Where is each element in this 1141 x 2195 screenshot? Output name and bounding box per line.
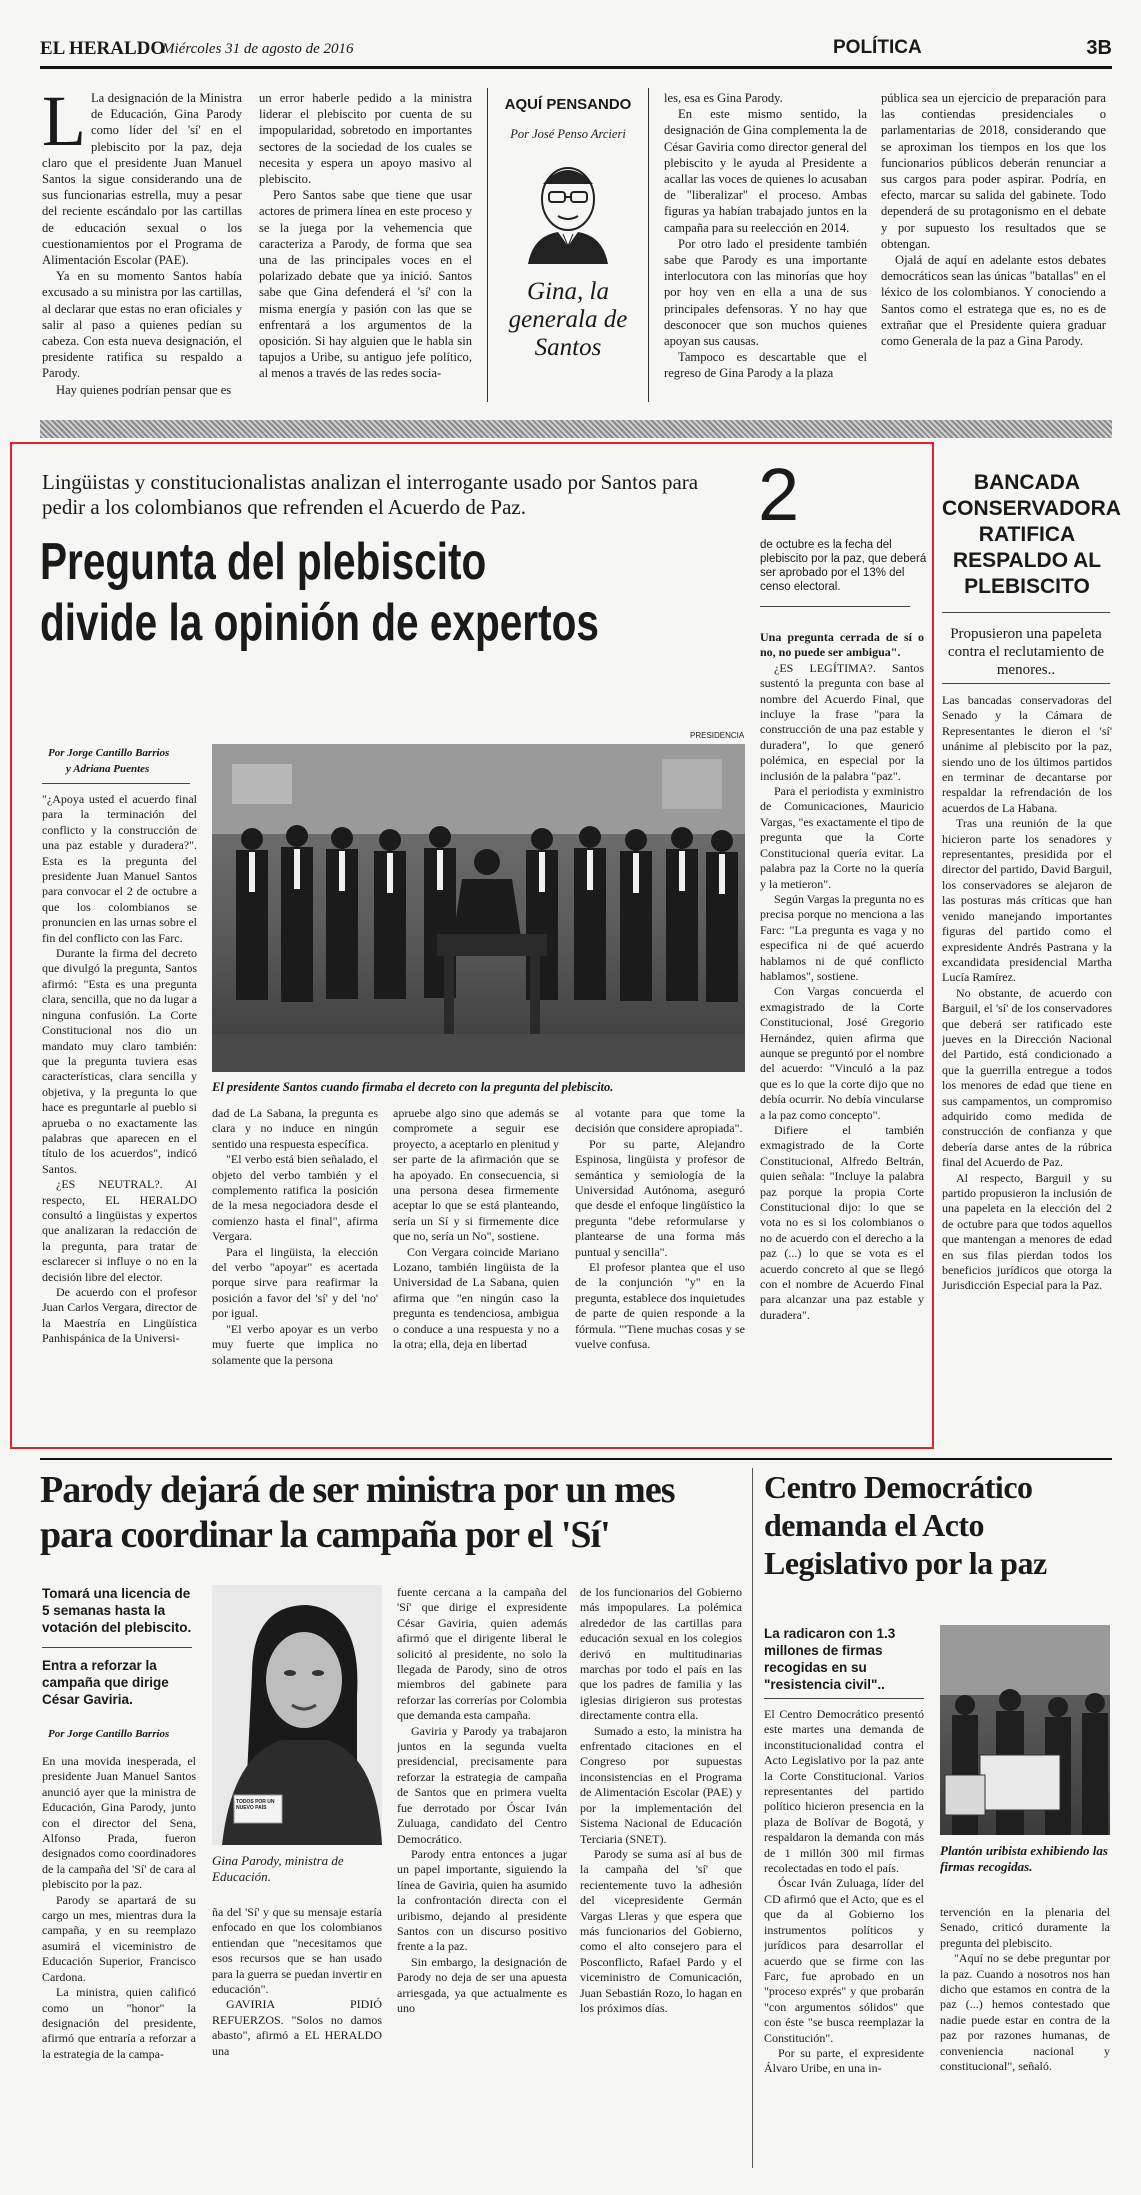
main-right-p1: Una pregunta cerrada de sí o no, no puede ser ambigua".: [760, 630, 924, 660]
issue-date: Miércoles 31 de agosto de 2016: [162, 41, 354, 57]
cd-photo-crowd: [940, 1625, 1110, 1835]
main-b4-p2: Por su parte, Alejandro Espinosa, lingüista y profesor de semántica y semiología de la Universidad Autónoma, aseguró que desde el enfoque lingüístico la pregunta "debe reformularse y plantearse de una forma más puntual y sencilla".: [575, 1136, 745, 1259]
main-col-b2: [212, 1106, 378, 1426]
sidebar-p4: Al respecto, Barguil y su partido propusieron la inclusión de una papeleta en la elección del 2 de octubre para que todos aquellos que mantengan a menores de edad en sus filas pierdan todos los beneficios jurídicos que otorga la Jurisdicción Especial para la Paz.: [942, 1170, 1112, 1293]
photo-sign-text: TODOS POR UN NUEVO PAÍS: [236, 1799, 275, 1811]
sidebar-p3: No obstante, de acuerdo con Barguil, el 'sí' de los conservadores que deberá ser ratificado este jueves en la Dirección Nacional del Partido, está condicionado a que la guerrilla entregue a todos los menores de edad que tiene en sus campamentos, un compromiso adquirido como medida de construcción de confianza y que debería darse antes de la rúbrica final del Acuerdo de Paz.: [942, 985, 1112, 1170]
main-b3-p2: Con Vergara coincide Mariano Lozano, también lingüista de la Universidad de La Sabana, quien afirma que "en ningún caso la pregunta es tendenciosa, ambigua o conduce a una respuesta y no a la otra; ella, deja en libertad: [393, 1244, 559, 1352]
top-col-4: [664, 90, 867, 405]
top-col-4-p3: Por otro lado el presidente también sabe que Parody es una importante interlocutora con las minorías que hoy por hoy ven en ella a una de sus principales defensoras. Y no hay que desconocer que son muchos quienes apoyan sus causas.: [664, 236, 867, 349]
sidebar-headline: BANCADA CONSERVADORA RATIFICA RESPALDO AL PLEBISCITO: [942, 471, 1121, 598]
columnist-caricature: [513, 154, 623, 264]
drop-cap: L: [42, 90, 86, 161]
column-title: Gina, la generala de Santos: [508, 278, 628, 361]
opinion-column-box: [487, 88, 649, 402]
cd-photo-caption: Plantón uribista exhibiendo las firmas recogidas.: [940, 1843, 1108, 1874]
main-right-p4: Según Vargas la pregunta no es precisa porque no menciona a las Farc: "La pregunta es vaga y no especifica ni de qué acuerdo hablamos ni de qué conflicto hablamos", sostiene.: [760, 891, 924, 983]
top-col-2-p1: un error haberle pedido a la ministra liderar el plebiscito por cuenta de su impopularidad, sobretodo en importantes sectores de la sociedad de los cuales se necesita y espera un apoyo masivo al plebiscito.: [259, 91, 472, 187]
parody-col1-p1: En una movida inesperada, el presidente Juan Manuel Santos anunció ayer que la ministra de Educación, Gina Parody, junto con el director del Sena, Alfonso Prada, fueron designados como coordinadores de la campaña del 'Sí' de cara al plebiscito por la paz.: [42, 1754, 196, 1892]
sidebar-rule-2: [942, 683, 1110, 684]
parody-col-2: [212, 1905, 382, 2177]
stat-number: 2: [758, 453, 800, 536]
sidebar-body: [942, 693, 1112, 1433]
parody-photo-caption: Gina Parody, ministra de Educación.: [212, 1853, 344, 1884]
sidebar-rule-1: [942, 612, 1110, 613]
hatched-divider: [40, 420, 1112, 438]
parody-col3-p2: Gaviria y Parody ya trabajaron juntos en la segunda vuelta presidencial, precisamente para reforzar la estrategia de campaña de Santos que en primera vuelta fue derrotado por Óscar Iván Zuluaga, candidato del Centro Democrático.: [397, 1723, 567, 1846]
parody-deck-rule: [42, 1647, 192, 1648]
top-col-2-p2: Pero Santos sabe que tiene que usar actores de primera línea en este proceso y se la juega por la vehemencia que caracteriza a Parody, de forma que sea una de las principales voces en el polarizado debate que ya inició. Santos sabe que Gina defenderá el 'sí' con la misma energía y pasión con las que se enfrentará a los argumentos de la oposición. Si hay alguien que le habla sin tapujos a Uribe, su antiguo jefe político, al menos a través de las redes socia-: [259, 188, 472, 381]
main-b4-p1: al votante para que tome la decisión que considere apropiada".: [575, 1106, 745, 1136]
top-col-2: [259, 90, 472, 405]
main-headline-line-2: divide la opinión de expertos: [40, 594, 599, 652]
cd-deck-rule: [764, 1698, 924, 1699]
main-b2-p1: dad de La Sabana, la pregunta es clara y no induce en ningún sentido una respuesta específica.: [212, 1106, 378, 1151]
parody-col2-p2: GAVIRIA PIDIÓ REFUERZOS. "Solos no damos abasto", afirmó a EL HERALDO una: [212, 1997, 382, 2058]
main-b2-p4: "El verbo apoyar es un verbo muy fuerte que implica no solamente que la persona: [212, 1321, 378, 1367]
parody-col3-p4: Sin embargo, la designación de Parody no deja de ser una apuesta arriesgada, ya que actualmente es uno: [397, 1954, 567, 2015]
top-col-1: [42, 90, 242, 405]
cd-photo: [940, 1625, 1110, 1835]
main-right-p5: Con Vargas concuerda el exmagistrado de la Corte Constitucional, José Gregorio Hernández, quien afirma que aunque se preguntó por el nombre del acuerdo: "Vinculó a la paz que es lo que la corte dijo que no debía ocurrir. No debía vincularse a la paz como concepto".: [760, 984, 924, 1122]
photo-credit: PRESIDENCIA: [690, 731, 745, 740]
byline-rule: [42, 783, 190, 784]
top-col-4-p1: les, esa es Gina Parody.: [664, 91, 783, 105]
main-byline-2: y Adriana Puentes: [66, 763, 150, 775]
cd-col1-p3: Por su parte, el expresidente Álvaro Uribe, en una in-: [764, 2045, 924, 2076]
parody-col1-p2: Parody se apartará de su cargo un mes, mientras dura la campaña, y en su reemplazo asumirá el viceministro de Educación Superior, Francisco Cardona.: [42, 1892, 196, 1984]
top-col-4-p2: En este mismo sentido, la designación de Gina complementa la de César Gaviria como director general del plebiscito y le ayuda al Presidente a acallar las voces de quienes lo acusaban de "liberalizar" el proceso. Ambas figuras ya habían trabajado juntos en la campaña para su reelección en 2014.: [664, 107, 867, 235]
page-number: 3B: [1086, 37, 1112, 59]
stat-rule: [760, 606, 910, 607]
main-b4-p3: El profesor plantea que el uso de la conjunción "y" en la pregunta, establece dos inquietudes de parte de quien responde a la fórmula. "'Tiene muchas cosas y se vuelve confusa.: [575, 1260, 745, 1352]
parody-col1-p3: La ministra, quien calificó como un "honor" la designación del presidente, afirmó que entraría a reforzar a la estrategia de la campa-: [42, 1985, 196, 2061]
parody-col3-p1: fuente cercana a la campaña del 'Sí' que dirige el expresidente César Gaviria, quien además afirmó que el dirigente liberal le solicitó al presidente, no solo la llegada de Parody, sino de otros miembros del gabinete para reforzar las correrías por Colombia que demanda esta campaña.: [397, 1585, 567, 1723]
main-kicker: Lingüistas y constitucionalistas analizan el interrogante usado por Santos para pedir a los colombianos que refrenden el Acuerdo de Paz.: [42, 470, 699, 519]
cd-col1-p2: Óscar Iván Zuluaga, líder del CD afirmó que el Acto, que es el que da al Gobierno los instrumentos políticos y jurídicos para desarrollar el acuerdo que se firme con las Farc, fue aprobado en un "proceso exprés" y que probarán "con argumentos sólidos" que con éste "se busca reemplazar la Constitución".: [764, 1876, 924, 2045]
main-b2-p3: Para el lingüista, la elección del verbo "apoyar" es acertada porque sirve para reafirmar la posición a favor del 'sí' y del 'no' por igual.: [212, 1244, 378, 1321]
parody-deck-2: Entra a reforzar la campaña que dirige César Gaviria.: [42, 1658, 169, 1707]
cd-col-1: [764, 1707, 924, 2178]
main-col-left: [42, 792, 197, 1432]
main-photo: [212, 744, 745, 1072]
main-b3-p1: apruebe algo sino que además se compromete a seguir ese proyecto, a aceptarlo en plenitud y ser parte de la afirmación que se ha apoyado. En consecuencia, si una persona desea firmemente aceptar lo que se está planteando, sería un Sí y si firmemente dice que no, sería un No", sostiene.: [393, 1106, 559, 1244]
section-rule: [40, 1458, 1112, 1460]
paper-name: EL HERALDO: [40, 38, 166, 59]
main-left-p4: De acuerdo con el profesor Juan Carlos Vergara, director de la Maestría en Lingüística Panhispánica de la Universi-: [42, 1285, 197, 1346]
masthead: [40, 34, 1112, 64]
stat-text: de octubre es la fecha del plebiscito por la paz, que deberá ser aprobado por el 13% del censo electoral.: [760, 539, 927, 593]
parody-col4-p1: de los funcionarios del Gobierno más impopulares. La polémica alrededor de las cartillas para educación sexual en los colegios derivó en multitudinarias marchas por todo el país en las que los padres de familia y las iglesias dirigieron sus protestas directamente contra ella.: [580, 1585, 742, 1723]
main-headline-line-1: Pregunta del plebiscito: [40, 533, 487, 591]
top-col-1-p3: Hay quienes podrían pensar que es: [56, 382, 232, 397]
cd-col1-p1: El Centro Democrático presentó este martes una demanda de inconstitucionalidad contra el Acto Legislativo por la paz ante la Corte Constitucional. Varios representantes del partido político hicieron presencia en la plaza de Bolívar de Bogotá, y respaldaron la demanda con más de 1 millón 300 mil firmas recolectadas en todo el país.: [764, 1707, 924, 1876]
top-col-1-p2: Ya en su momento Santos había excusado a su ministra por las cartillas, al declarar que estas no eran oficiales y salir al paso a quienes pedían su cabeza. Con esta nueva designación, el presidente ratifica su respaldo a Parody.: [42, 269, 242, 381]
main-right-p6: Difiere el también exmagistrado de la Corte Constitucional, Alfredo Beltrán, quien señala: "Incluye la palabra paz porque la propia Corte Constitucional dijo: lo que se vota no es si los colombianos o no de acuerdo con el derecho a la paz (...) lo que se vota es el acuerdo concreto al que se llegó con el nombre de Acuerdo Final para alcanzar una paz estable y duradera".: [760, 1123, 924, 1322]
parody-col3-p3: Parody entra entonces a jugar un papel importante, siguiendo la línea de Gaviria, quien ha asumido la confrontación directa con el uribismo, dejando al presidente Santos con un discurso positivo frente a la paz.: [397, 1846, 567, 1954]
parody-byline: Por Jorge Cantillo Barrios: [48, 1728, 170, 1740]
main-byline-1: Por Jorge Cantillo Barrios: [48, 747, 170, 759]
parody-col4-p3: Parody se suma así al bus de la campaña del 'sí' que recientemente tuvo la adhesión del vicepresidente Germán Vargas Lleras y que espera que más funcionarios del Gobierno, como el alto consejero para el Posconflicto, Rafael Pardo y el viceministro de Comunicación, Juan Sebastián Rozo, lo hagan en los próximos días.: [580, 1846, 742, 2015]
sidebar-deck: Propusieron una papeleta contra el reclutamiento de menores..: [947, 626, 1105, 678]
masthead-rule: [40, 66, 1112, 69]
main-b2-p2: "El verbo está bien señalado, el objeto del verbo también y el complemento ratifica la posición de la mesa negociadora desde el comienzo hasta el final", afirma Vergara.: [212, 1152, 378, 1244]
top-col-5: [881, 90, 1106, 405]
main-col-b4: [575, 1106, 745, 1426]
main-col-right: [760, 630, 924, 1432]
story-divider-vertical: [752, 1468, 753, 2168]
top-col-5-p1: pública sea un ejercicio de preparación para las contiendas presidenciales o parlamentarias de 2018, considerando que se aproximan los tiempos en los que los funcionarios públicos deberán renunciar a sus cargos para poder aspirar. Podría, en efecto, marcar su salida del gabinete. Todo dependerá de su protagonismo en el debate y por supuesto los resultados que se obtengan.: [881, 91, 1106, 251]
main-right-p3: Para el periodista y exministro de Comunicaciones, Mauricio Vargas, "es exactamente el tipo de pregunta que la Corte Constitucional quería evitar. La palabra paz la Corte no la quería y la metieron".: [760, 784, 924, 891]
sidebar-p1: Las bancadas conservadoras del Senado y la Cámara de Representantes le dieron el 'sí' unánime al plebiscito por la paz, siendo uno de los últimos partidos en terminar de decantarse por respaldar la refrendación de los acuerdos de La Habana.: [942, 693, 1112, 815]
cd-col2-p2: "Aquí no se debe preguntar por la paz. Cuando a nosotros nos han dicho que estamos en contra de la paz (...) hemos contestado que nadie puede estar en contra de la paz por razones humanas, de conveniencia nacional y constitucional", señaló.: [940, 1951, 1110, 2074]
top-col-5-p2: Ojalá de aquí en adelante estos debates democráticos sean las únicas "batallas" en el léxico de los colombianos. Y conociendo a Santos como el estratega que es, no es de extrañar que el Presidente quiera graduar como Generala de la paz a Gina Parody.: [881, 253, 1106, 349]
main-left-p2: Durante la firma del decreto que divulgó la pregunta, Santos afirmó: "Esta es una pregunta clara, sencilla, que no da lugar a ninguna confusión. La Corte Constitucional nos dio un mandato muy claro también: que la pregunta tuviera esas características, clara sencilla y objetiva, y la pregunta lo que hace es preguntarle al pueblo si aprueba o no exactamente las palabras que aparecen en el título de los acuerdos", indicó Santos.: [42, 946, 197, 1176]
top-col-1-p1: La designación de la Ministra de Educación, Gina Parody como líder del 'sí' en el plebiscito por la paz, deja claro que el presidente Juan Manuel Santos la sigue considerando una de sus funcionarias estrella, muy a pesar del reciente escándalo por las cartillas de educación sexual o los cuestionamientos por el Programa de Alimentación Escolar (PAE).: [42, 91, 242, 268]
sidebar-p2: Tras una reunión de la que hicieron parte los senadores y representantes, presidida por el director del partido, David Barguil, los conservadores se alejaron de las posturas más críticas que han venido manejando importantes figuras del partido como el expresidente Andrés Pastrana y la excandidata presidencial Martha Lucía Ramírez.: [942, 816, 1112, 985]
section-name: POLÍTICA: [833, 37, 922, 58]
parody-col4-p2: Sumado a esto, la ministra ha enfrentado citaciones en el Congreso por supuestas inconsistencias en el Programa de Alimentación Escolar (PAE) y por la implementación del Sistema Nacional de Educación Terciaria (SNET).: [580, 1723, 742, 1846]
top-col-4-p4: Tampoco es descartable que el regreso de Gina Parody a la plaza: [664, 350, 867, 381]
parody-col-1: [42, 1754, 196, 2178]
photo-figures: [212, 744, 745, 1072]
main-right-p2: ¿ES LEGÍTIMA?. Santos sustentó la pregunta con base al nombre del Acuerdo Final, que incluye la frase "para la construcción de una paz estable y duradera", lo que generó polémica, en especial por la inclusión de la palabra "paz".: [760, 660, 924, 783]
column-byline: Por José Penso Arcieri: [510, 127, 626, 141]
main-col-b3: [393, 1106, 559, 1426]
main-left-p3: ¿ES NEUTRAL?. Al respecto, EL HERALDO consultó a lingüistas y expertos que analizaran la redacción de la pregunta, para tratar de esclarecer si influye o no en la decisión libre del elector.: [42, 1177, 197, 1284]
parody-headline-2: para coordinar la campaña por el 'Sí': [40, 1514, 610, 1556]
cd-col2-p1: tervención en la plenaria del Senado, criticó duramente la pregunta del plebiscito.: [940, 1905, 1110, 1950]
parody-col-3: [397, 1585, 567, 2178]
cd-deck: La radicaron con 1.3 millones de firmas recogidas en su "resistencia civil"..: [764, 1626, 896, 1692]
main-photo-caption: El presidente Santos cuando firmaba el decreto con la pregunta del plebiscito.: [212, 1080, 614, 1094]
cd-headline: Centro Democrático demanda el Acto Legislativo por la paz: [764, 1469, 1047, 1581]
column-kicker: AQUÍ PENSANDO: [504, 96, 632, 113]
parody-deck-1: Tomará una licencia de 5 semanas hasta la votación del plebiscito.: [42, 1586, 192, 1635]
cd-col-2: [940, 1905, 1110, 2177]
parody-col2-p1: ña del 'Sí' y que su mensaje estaría enfocado en que los colombianos entiendan que "necesitamos que esos recursos que se han usado para la guerra se puedan invertir en educación".: [212, 1905, 382, 1997]
parody-photo: [212, 1585, 382, 1845]
main-left-p1: "¿Apoya usted el acuerdo final para la terminación del conflicto y la construcción de una paz estable y duradera?". Esta es la pregunta del presidente Juan Manuel Santos para convocar el 2 de octubre a que los colombianos se pronuncien en las urnas sobre el fin del conflicto con las Farc.: [42, 792, 197, 945]
parody-col-4: [580, 1585, 742, 2178]
parody-headline-1: Parody dejará de ser ministra por un mes: [40, 1469, 675, 1511]
